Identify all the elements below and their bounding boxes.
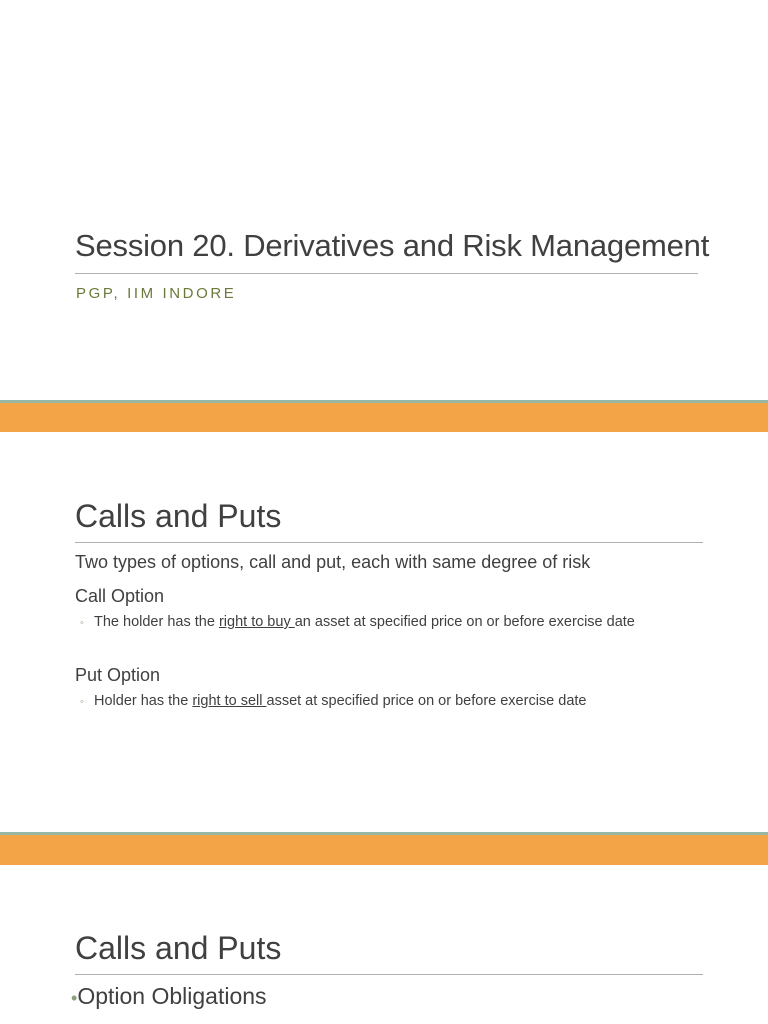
slide-separator-band: [0, 400, 768, 432]
put-text-before: Holder has the: [94, 693, 193, 709]
slide-heading: Calls and Puts: [75, 498, 282, 534]
sub-bullet-icon: ◦: [80, 617, 84, 629]
call-text-after: an asset at specified price on or before exercise date: [294, 614, 635, 630]
intro-text: Two types of options, call and put, each with same degree of risk: [75, 552, 591, 572]
put-text-after: asset at specified price on or before exercise date: [266, 693, 587, 709]
heading-divider: [75, 542, 703, 543]
put-text-underlined: right to sell: [192, 693, 267, 709]
slide-heading: Calls and Puts: [75, 930, 282, 966]
slide-calls-and-puts: [0, 432, 768, 832]
put-option-label: Put Option: [75, 665, 161, 685]
option-obligations-bullet: [71, 983, 267, 1010]
bullet-icon: •: [71, 988, 78, 1008]
call-text-underlined: right to buy: [218, 614, 295, 630]
sub-bullet-icon: ◦: [80, 696, 84, 708]
call-option-description: [80, 613, 700, 633]
presentation-title: Session 20. Derivatives and Risk Management: [75, 228, 710, 263]
call-option-label: Call Option: [75, 586, 165, 606]
call-text-before: The holder has the: [94, 614, 219, 630]
slide-separator-band: [0, 832, 768, 865]
heading-divider: [75, 974, 703, 975]
presentation-subtitle: PGP, IIM INDORE: [76, 285, 237, 302]
title-divider: [75, 273, 698, 274]
slide-title: [0, 0, 768, 400]
slide-option-obligations: [0, 865, 768, 1024]
put-option-description: [80, 692, 700, 712]
option-obligations-text: Option Obligations: [77, 983, 267, 1009]
